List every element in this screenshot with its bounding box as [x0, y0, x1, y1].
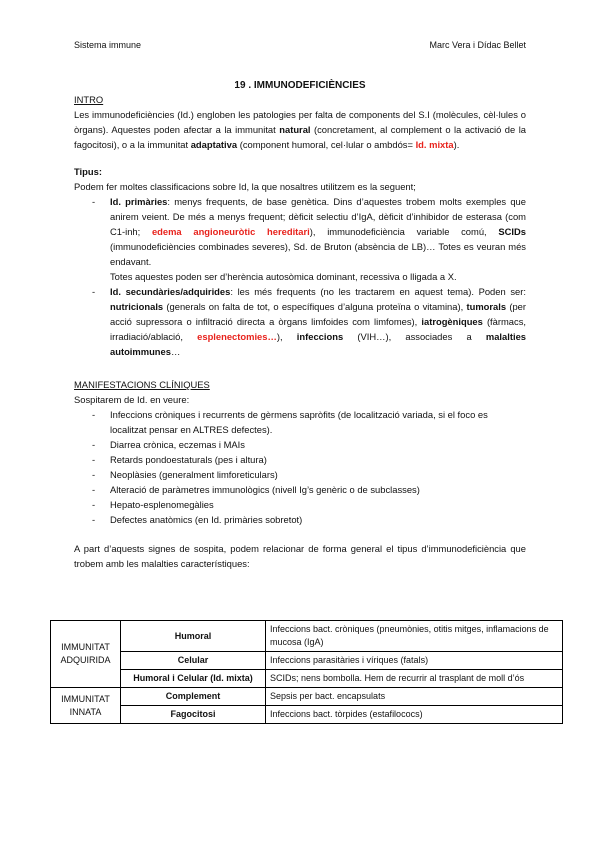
list-item: - Diarrea crònica, eczemas i MAIs [92, 437, 526, 452]
tipus-list [74, 194, 526, 359]
list-item-secundaries: - Id. secundàries/adquirides: les més frequents (no les tractarem en aquest tema). Poden ser: nutricionals (generals on falta de tot, o específiques d’alguna proteïna o vitamina), tumorals (per acció supressora o infiltració directa a òrgans limfoides com limfomes), iatrogèniques (fàrmacs, irradiació/ablació, esplenectomies…), infeccions (VIH…), associades a malalties autoimmunes… [92, 284, 526, 359]
list-item: - Alteració de paràmetres immunològics (nivell Ig’s genèric o de subclasses) [92, 482, 526, 497]
table-row [51, 688, 563, 706]
group-label-innata: IMMUNITAT INNATA [51, 688, 121, 724]
immunodeficiency-table [50, 620, 563, 724]
row-desc: Infeccions bact. cròniques (pneumònies, otitis mitges, inflamacions de mucosa (IgA) [266, 621, 563, 652]
group-label-adquirida: IMMUNITAT ADQUIRIDA [51, 621, 121, 688]
row-desc: SCIDs; nens bombolla. Hem de recurrir al trasplant de moll d’ós [266, 670, 563, 688]
row-type: Fagocitosi [121, 706, 266, 724]
list-item: - Hepato-esplenomegàlies [92, 497, 526, 512]
table-row [51, 670, 563, 688]
row-type: Humoral [121, 621, 266, 652]
row-type: Complement [121, 688, 266, 706]
table-row [51, 652, 563, 670]
list-item: - Defectes anatòmics (en Id. primàries sobretot) [92, 512, 526, 527]
intro-heading: INTRO [74, 94, 104, 105]
primaries-herencia: Totes aquestes poden ser d’herència autosòmica dominant, recessiva o lligada a X. [110, 271, 457, 282]
header-authors: Marc Vera i Dídac Bellet [429, 40, 526, 50]
manifestacions-list [74, 407, 526, 527]
manifestacions-intro: Sospitarem de Id. en veure: [74, 394, 190, 405]
table-row [51, 621, 563, 652]
row-desc: Sepsis per bact. encapsulats [266, 688, 563, 706]
list-item: - Retards pondoestaturals (pes i altura) [92, 452, 526, 467]
tipus-intro: Podem fer moltes classificacions sobre Id, la que nosaltres utilitzem es la seguent; [74, 181, 416, 192]
row-type: Humoral i Celular (Id. mixta) [121, 670, 266, 688]
intro-paragraph: Les immunodeficiències (Id.) engloben les patologies per falta de components del S.I (molècules, cèl·lules o òrgans). Aquestes poden afectar a la immunitat natural (concretament, al complement o la activació de la fagocitosi), o a la immunitat adaptativa (component humoral, cel·lular o ambdós= Id. mixta). [74, 109, 526, 150]
manifestacions-heading: MANIFESTACIONS CLÍNIQUES [74, 379, 210, 390]
manifestacions-outro: A part d’aquests signes de sospita, podem relacionar de forma general el tipus d’immunodeficiència que trobem amb les malalties característiques: [74, 543, 526, 569]
list-item: - Infeccions cròniques i recurrents de gèrmens sapròfits (de localització variada, si el foco es localitzat pensar en ALTRES defectes). [92, 407, 526, 437]
header-subject: Sistema immune [74, 40, 142, 50]
page-header [74, 38, 526, 53]
row-desc: Infeccions parasitàries i víriques (fatals) [266, 652, 563, 670]
row-desc: Infeccions bact. tòrpides (estafilococs) [266, 706, 563, 724]
row-type: Celular [121, 652, 266, 670]
main-content [74, 92, 526, 571]
list-item: - Neoplàsies (generalment limforeticulars) [92, 467, 526, 482]
list-item-primaries: - Id. primàries: menys frequents, de base genètica. Dins d’aquestes trobem molts exemples que anirem veient. De més a menys frequent; dèficit selectiu d’IgA, dèficit d’inhibidor de esterasa (com C1-inh; edema angioneuròtic hereditari), immunodeficiència variable comú, SCIDs (immunodeficiències combinades severes), Sd. de Bruton (absència de LB)… Totes es veuran més endavant. Totes aquestes poden ser d’herència autosòmica dominant, recessiva o lligada a X. [92, 194, 526, 284]
table-row [51, 706, 563, 724]
tipus-heading: Tipus: [74, 166, 102, 177]
page-title: 19 . IMMUNODEFICIÈNCIES [234, 80, 366, 91]
